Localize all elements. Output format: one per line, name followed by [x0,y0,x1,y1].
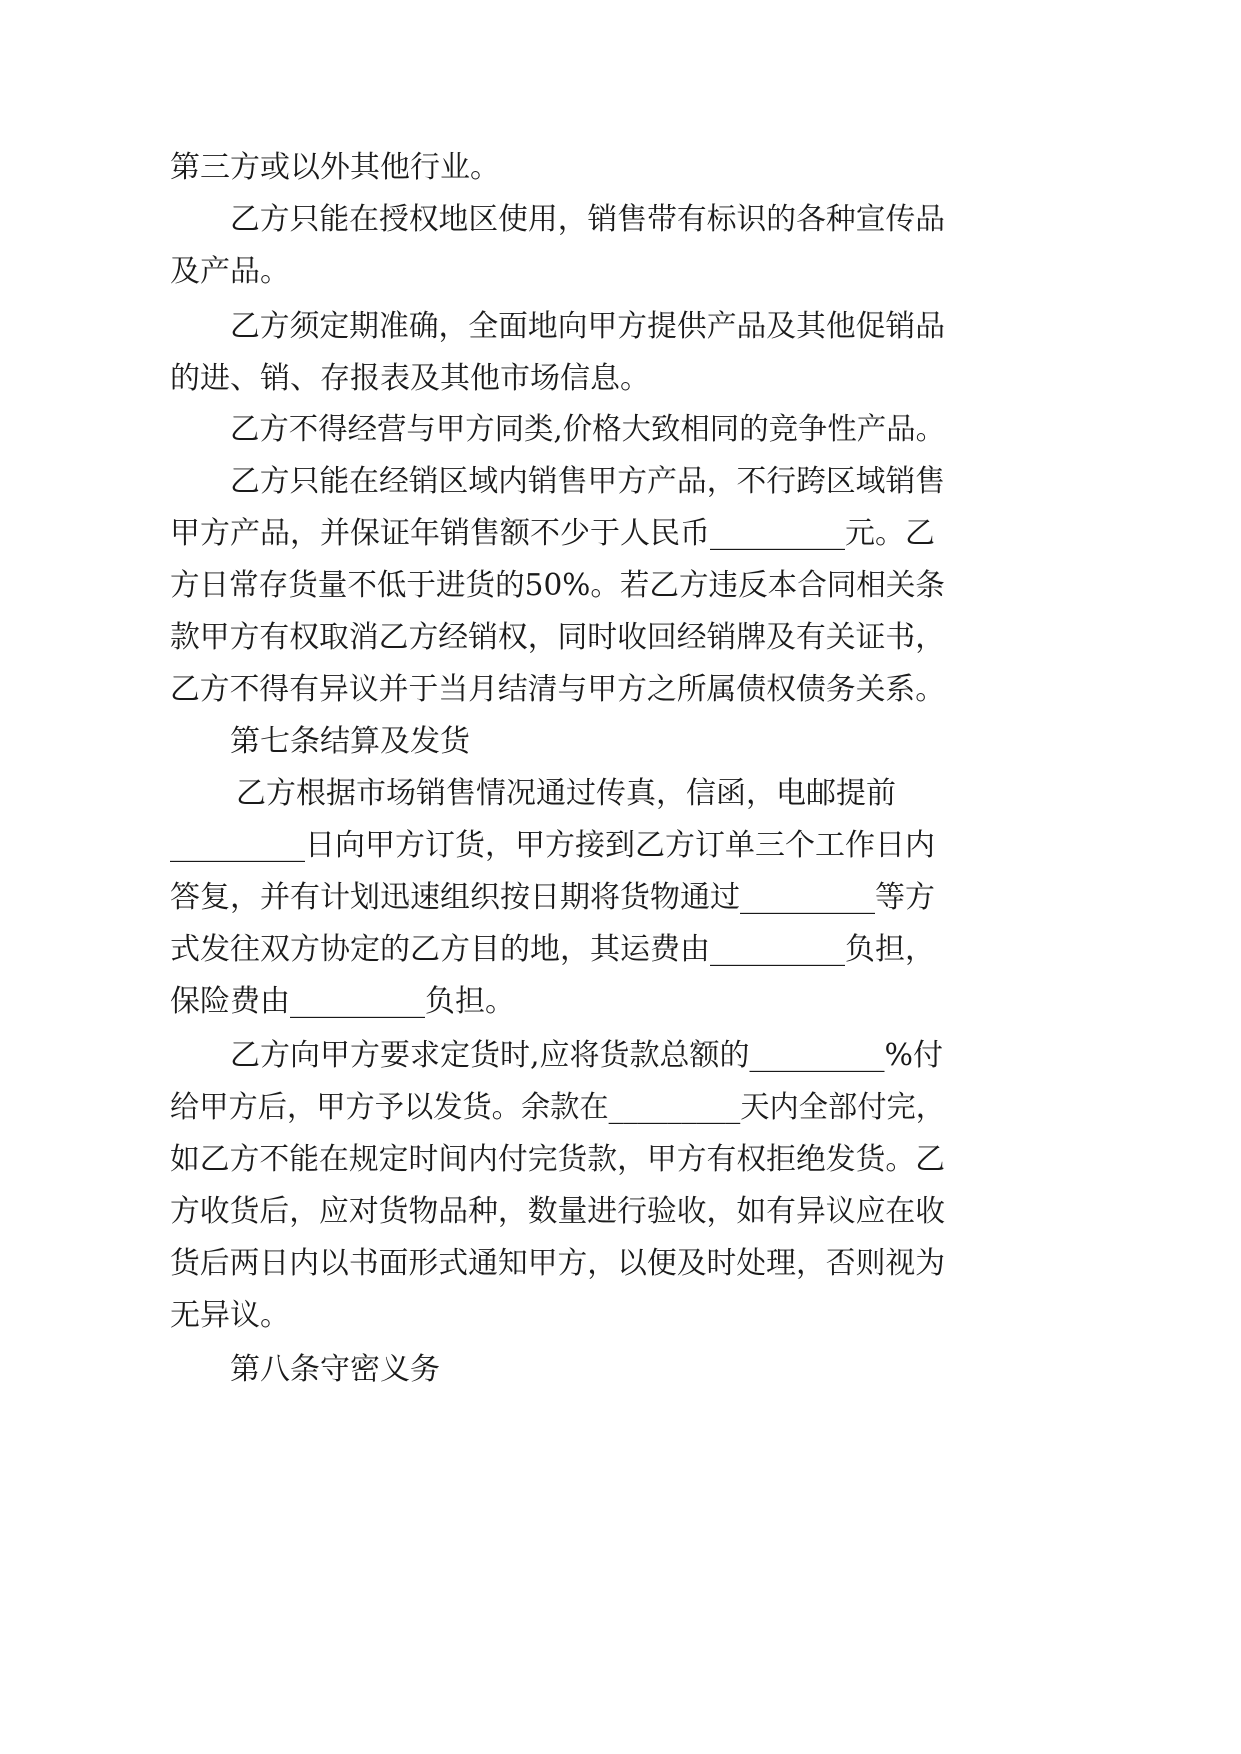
text-line [170,618,1241,658]
line-text: 乙方只能在经销区域内销售甲方产品，不行跨区域销售 [230,464,946,499]
line-text: 方日常存货量不低于进货的50%。若乙方违反本合同相关条 [170,568,945,603]
line-text: 乙方根据市场销售情况通过传真，信函，电邮提前 [236,776,896,811]
line-text: 甲方产品，并保证年销售额不少于人民币_________元。乙 [170,516,935,551]
text-line [236,774,1241,814]
line-text: 款甲方有权取消乙方经销权，同时收回经销牌及有关证书， [170,620,946,655]
line-text: 及产品。 [170,254,290,289]
line-text: 方收货后，应对货物品种，数量进行验收，如有异议应在收 [170,1194,946,1229]
line-text: 乙方须定期准确，全面地向甲方提供产品及其他促销品 [230,309,946,344]
section-heading [230,1350,1241,1390]
text-line [170,1244,1241,1284]
text-line [230,410,1241,450]
section-heading [230,722,1241,762]
text-line [230,462,1241,502]
text-line [170,148,1241,188]
text-line [170,826,1241,866]
text-line [230,307,1241,347]
text-line [170,1088,1241,1128]
text-line [170,1192,1241,1232]
line-text: 如乙方不能在规定时间内付完货款，甲方有权拒绝发货。乙 [170,1142,946,1177]
line-text: 无异议。 [170,1298,290,1333]
line-text: 第三方或以外其他行业。 [170,150,500,185]
text-line [170,252,1241,292]
text-line [170,670,1241,710]
line-text: 式发往双方协定的乙方目的地，其运费由_________负担， [170,932,935,967]
line-text: 保险费由_________负担。 [170,984,515,1019]
text-line [170,359,1241,399]
text-line [170,1140,1241,1180]
line-text: 乙方向甲方要求定货时,应将货款总额的_________%付 [230,1038,944,1073]
text-line [170,1296,1241,1336]
text-line [170,566,1241,606]
text-line [230,200,1241,240]
line-text: 乙方只能在授权地区使用，销售带有标识的各种宣传品 [230,202,946,237]
line-text: 第八条守密义务 [230,1352,440,1387]
text-line [170,982,1241,1022]
line-text: _________日向甲方订货，甲方接到乙方订单三个工作日内 [170,828,935,863]
text-line [170,930,1241,970]
text-line [170,514,1241,554]
line-text: 乙方不得经营与甲方同类,价格大致相同的竞争性产品。 [230,412,946,447]
text-line [230,1036,1241,1076]
line-text: 给甲方后，甲方予以发货。余款在_________天内全部付完， [170,1090,945,1125]
line-text: 的进、销、存报表及其他市场信息。 [170,361,650,396]
line-text: 第七条结算及发货 [230,724,470,759]
line-text: 答复，并有计划迅速组织按日期将货物通过_________等方 [170,880,935,915]
line-text: 乙方不得有异议并于当月结清与甲方之所属债权债务关系。 [170,672,946,707]
text-line [170,878,1241,918]
line-text: 货后两日内以书面形式通知甲方，以便及时处理，否则视为 [170,1246,946,1281]
